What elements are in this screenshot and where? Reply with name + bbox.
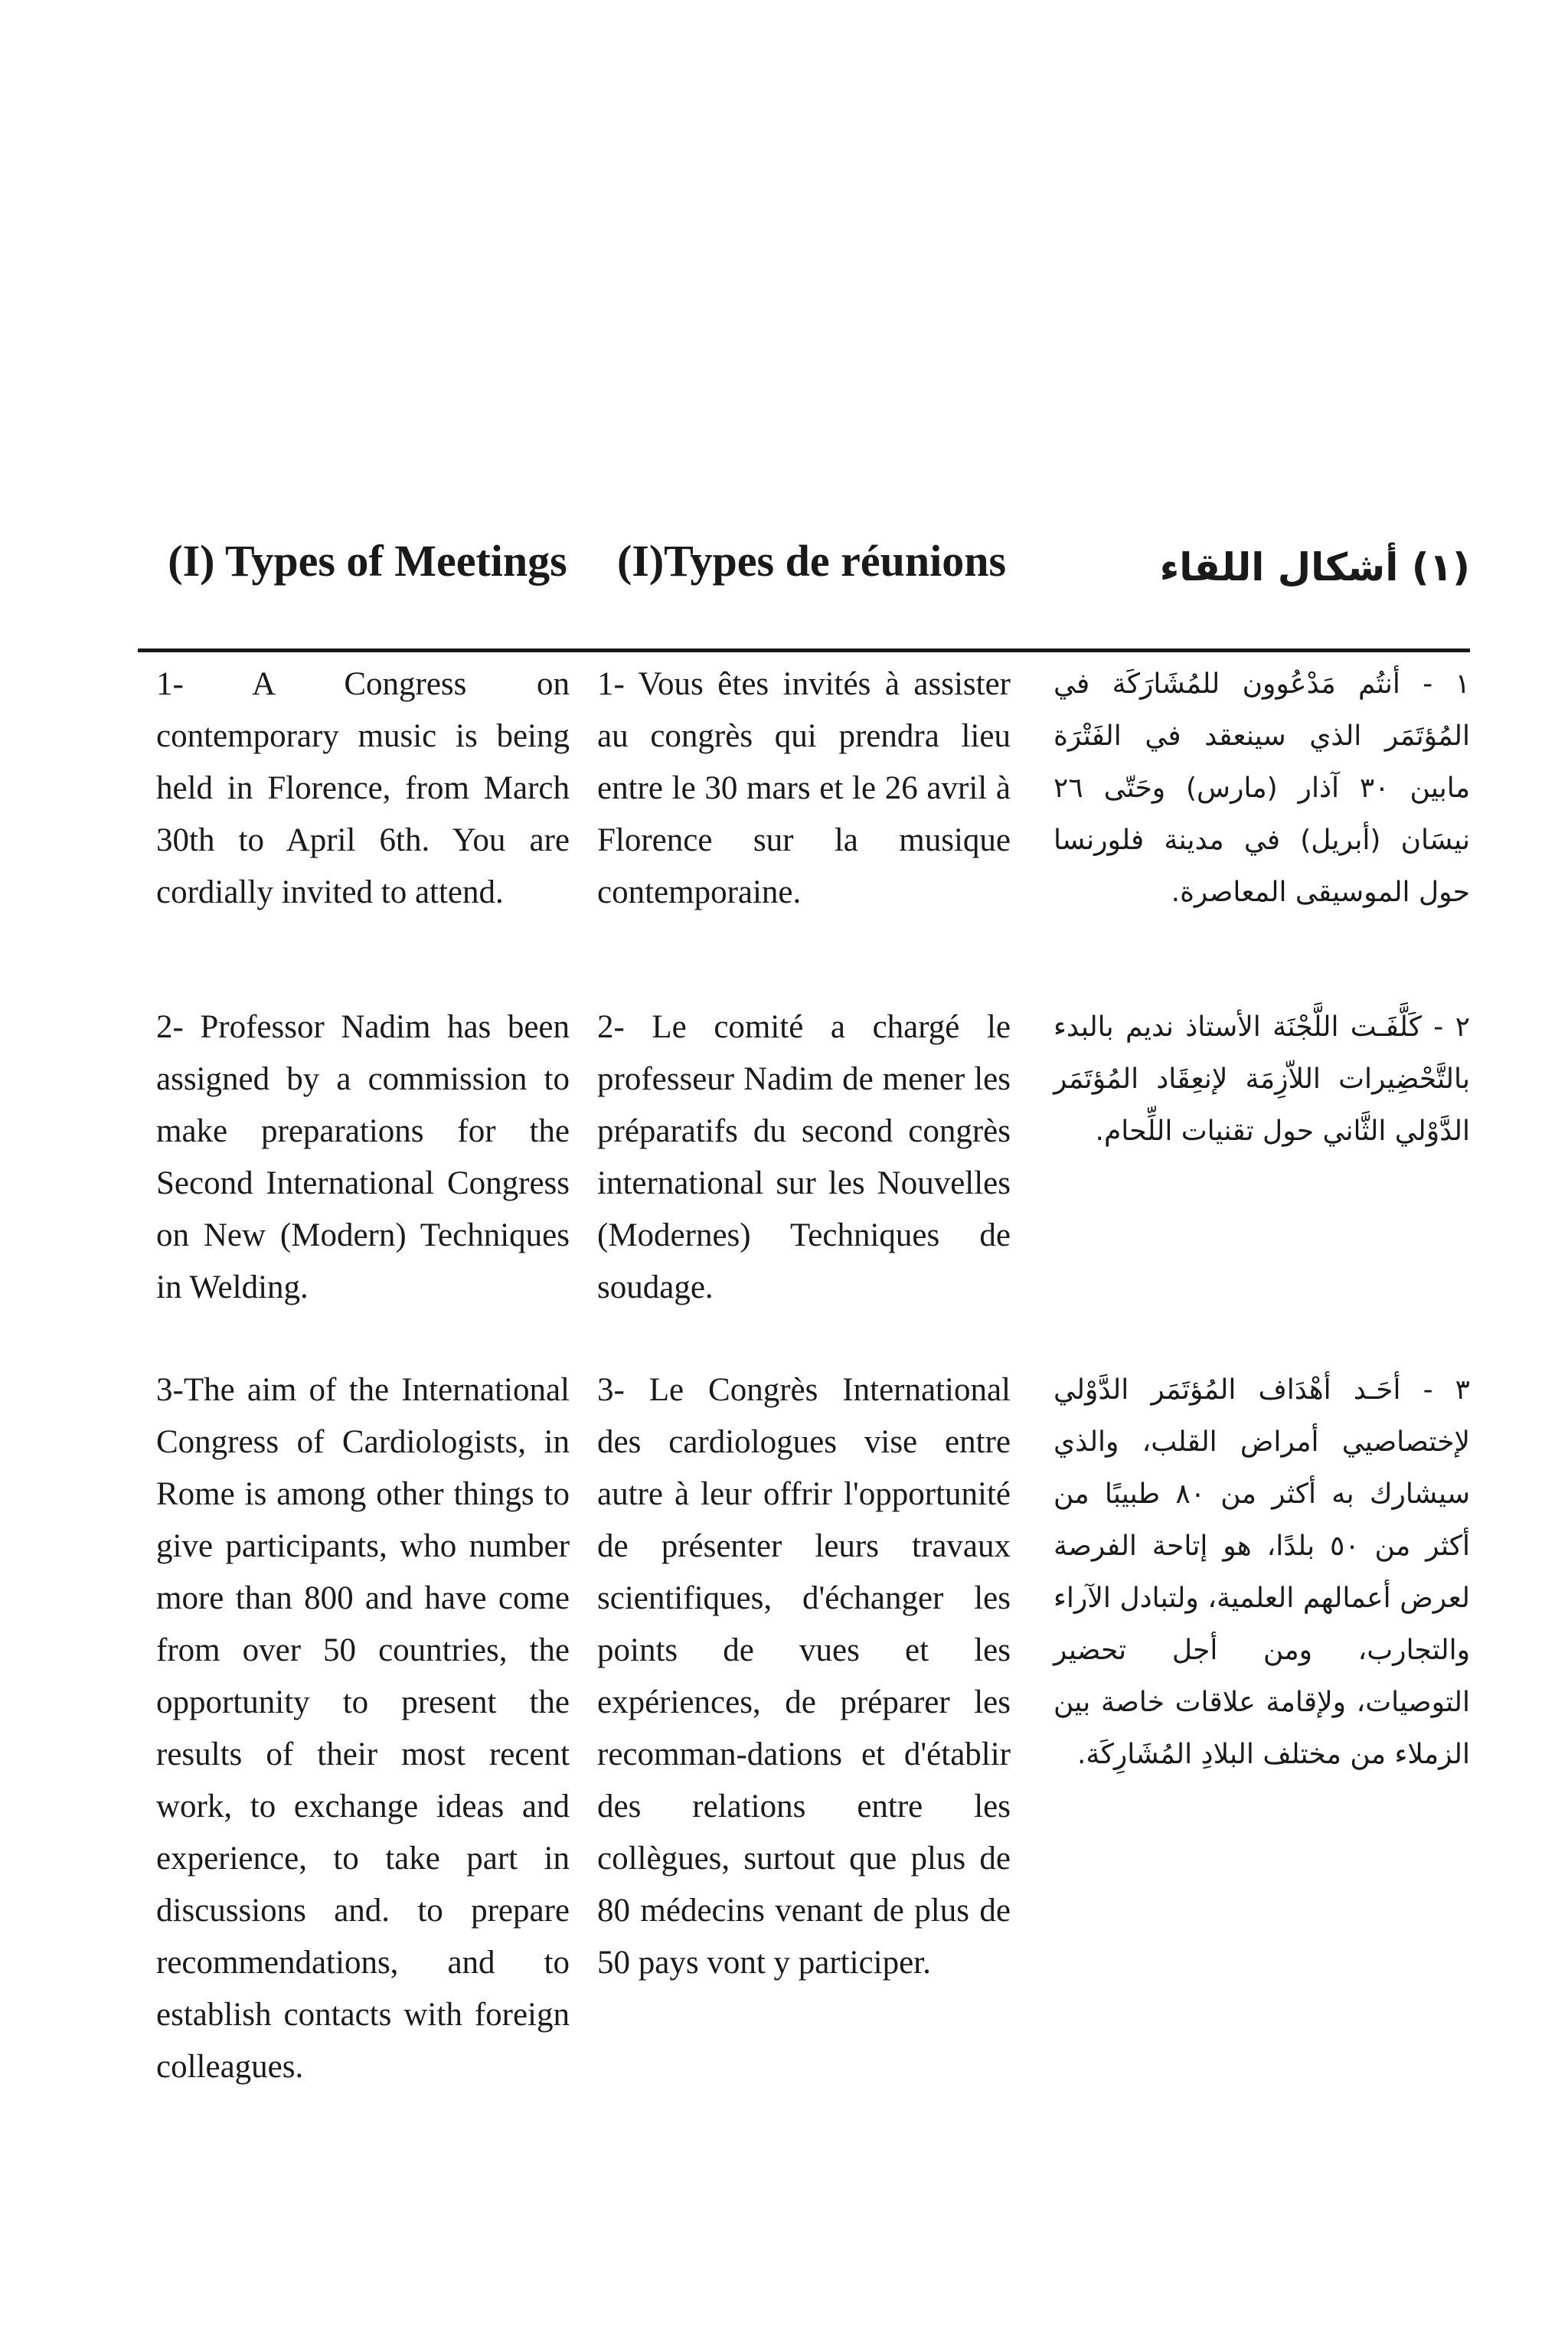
arabic-entry-2: ٢ - كَلَّفَـت اللَّجْنَة الأستاذ نديم بالبدء بالتَّحْضِيرات اللاّزِمَة لإنعِقَاد المُؤتَمَر الدَّوْلي الثَّاني حول تقنيات اللِّحام. [1054,1011,1470,1147]
header-arabic: (١) أشكال اللقاء [1159,545,1470,590]
arabic-entry-3: ٣ - أحَـد أهْدَاف المُؤتَمَر الدَّوْلي لإختصاصيي أمراض القلب، والذي سيشارك به أكثر من ٨٠ طبيبًا من أكثر من ٥٠ بلدًا، هو إتاحة الفرصة لعرض أعمالهم العلمية، ولتبادل الآراء والتجارب، ومن أجل تحضير التوصيات، ولإقامة علاقات خاصة بين الزملاء من مختلف البلادِ المُشَارِكَة. [1054,1374,1470,1770]
english-entry-2: 2- Professor Nadim has been assigned by a commission to make preparations for the Second International Congress on New (Modern) Techniques in Welding. [156,1009,570,1305]
header-english: (I) Types of Meetings [168,536,567,586]
french-entry-1: 1- Vous êtes invités à assister au congrès qui prendra lieu entre le 30 mars et le 26 avril à Florence sur la musique contemporaine. [597,666,1011,910]
header-french: (I)Types de réunions [616,536,1007,586]
french-entry-3: 3- Le Congrès International des cardiologues vise entre autre à leur offrir l'opportunité de présenter leurs travaux scientifiques, d'échanger les points de vues et les expériences, de préparer les recomman-dations et d'établir des relations entre les collègues, surtout que plus de 80 médecins venant de plus de 50 pays vont y participer. [597,1372,1011,1981]
french-entry-2: 2- Le comité a chargé le professeur Nadim de mener les préparatifs du second congrès international sur les Nouvelles (Modernes) Techniques de soudage. [597,1009,1011,1305]
arabic-entry-1: ١ - أنتُم مَدْعُوون للمُشَارَكَة في المُؤتَمَر الذي سينعقد في الفَتْرَة مابين ٣٠ آذار (مارس) وحَتّى ٢٦ نيسَان (أبريل) في مدينة فلورنسا حول الموسيقى المعاصرة. [1054,668,1471,908]
english-entry-1: 1- A Congress on contemporary music is being held in Florence, from March 30th to April 6th. You are cordially invited to attend. [156,666,570,910]
header-divider [138,648,1470,652]
english-entry-3: 3-The aim of the International Congress of Cardiologists, in Rome is among other things to give participants, who number more than 800 and have come from over 50 countries, the opportunity to present the results of their most recent work, to exchange ideas and experience, to take part in discussions and. to prepare recommendations, and to establish contacts with foreign colleagues. [156,1372,570,2085]
